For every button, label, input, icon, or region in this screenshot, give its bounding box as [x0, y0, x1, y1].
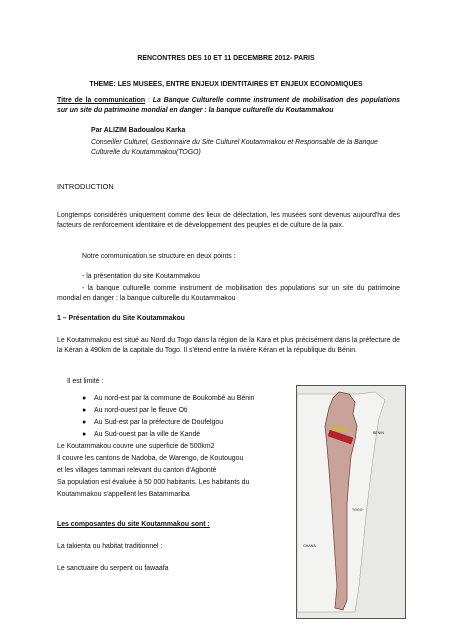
theme-line: THEME: LES MUSEES, ENTRE ENJEUX IDENTITAIRES ET ENJEUX ECONOMIQUES [89, 81, 363, 88]
limit-item: Au nord-est par la commune de Boukombé au Bénin [94, 395, 255, 402]
introduction-heading: INTRODUCTION [57, 182, 114, 191]
cantons-line-2: et les villages tammari relevant du canton d'Agbonté [57, 467, 217, 474]
communication-title-block [57, 96, 400, 116]
section-1-paragraph: Le Koutammakou est situé au Nord du Togo dans la région de la Kara et plus précisément dans la préfecture de la Kéran à 490km de la capitale du Togo. Il s'étend entre la rivière Kéran et la république du Bénin. [57, 337, 400, 354]
map-label-benin: BÉNIN [373, 431, 384, 435]
component-sanctuary: Le sanctuaire du serpent ou fawaafa [57, 565, 169, 572]
limit-item: Au nord-ouest par le fleuve Oti [94, 407, 188, 414]
bullet-icon: ● [82, 407, 87, 414]
bullet-icon: ● [82, 419, 87, 426]
author-role: Conseiller Culturel, Gestionnaire du Site Culturel Koutammakou et Responsable de la Banque Culturelle du Koutammakou(TOGO) [91, 139, 378, 156]
communication-title-separator: : [147, 97, 153, 104]
component-takienta: La takienta ou habitat traditionnel : [57, 543, 163, 550]
bullet-icon: ● [82, 395, 87, 402]
conference-title: RENCONTRES DES 10 ET 11 DECEMBRE 2012- PARIS [137, 55, 315, 62]
communication-title: La Banque Culturelle comme instrument de mobilisation des populations sur un site du patrimoine mondial en danger : la banque culturelle du Koutammakou [57, 97, 401, 114]
togo-location-map [296, 385, 406, 619]
structure-point-1: - la présentation du site Koutammakou [82, 273, 200, 280]
population-line-1: Sa population est évaluée à 50 000 habitants. Les habitants du [57, 479, 250, 486]
limit-item: Au Sud-est par la préfecture de Doufelgou [94, 419, 224, 426]
section-1-heading: 1 – Présentation du Site Koutammakou [57, 315, 185, 322]
communication-title-label: Titre de la communication [57, 97, 146, 104]
area-line: Le Koutammakou couvre une superficie de 500km2 [57, 443, 215, 450]
limit-item: Au Sud-ouest par la ville de Kandé [94, 431, 201, 438]
map-label-ghana: GHANA [303, 544, 316, 548]
limits-intro: Il est limité : [67, 378, 104, 385]
components-heading: Les composantes du site Koutammakou sont : [57, 521, 210, 528]
structure-intro: Notre communication se structure en deux points : [82, 253, 236, 260]
bullet-icon: ● [82, 431, 87, 438]
cantons-line-1: Il couvre les cantons de Nadoba, de Warengo, de Koutougou [57, 455, 244, 462]
population-line-2: Koutammakou s'appellent les Batammariba [57, 491, 190, 498]
structure-point-2: - la banque culturelle comme instrument de mobilisation des populations sur un site du patrimoine mondial en danger : la banque culturelle du Koutammakou [57, 285, 400, 302]
map-label-togo: TOGO [352, 508, 363, 512]
togo-map-graphic [297, 386, 405, 618]
author-line: Par ALIZIM Badoualou Karka [91, 127, 186, 134]
intro-paragraph: Longtemps considérés uniquement comme des lieux de délectation, les musées sont devenus aujourd'hui des facteurs de renforcement identitaire et de développement des peuples et de culture de la paix. [57, 212, 400, 229]
